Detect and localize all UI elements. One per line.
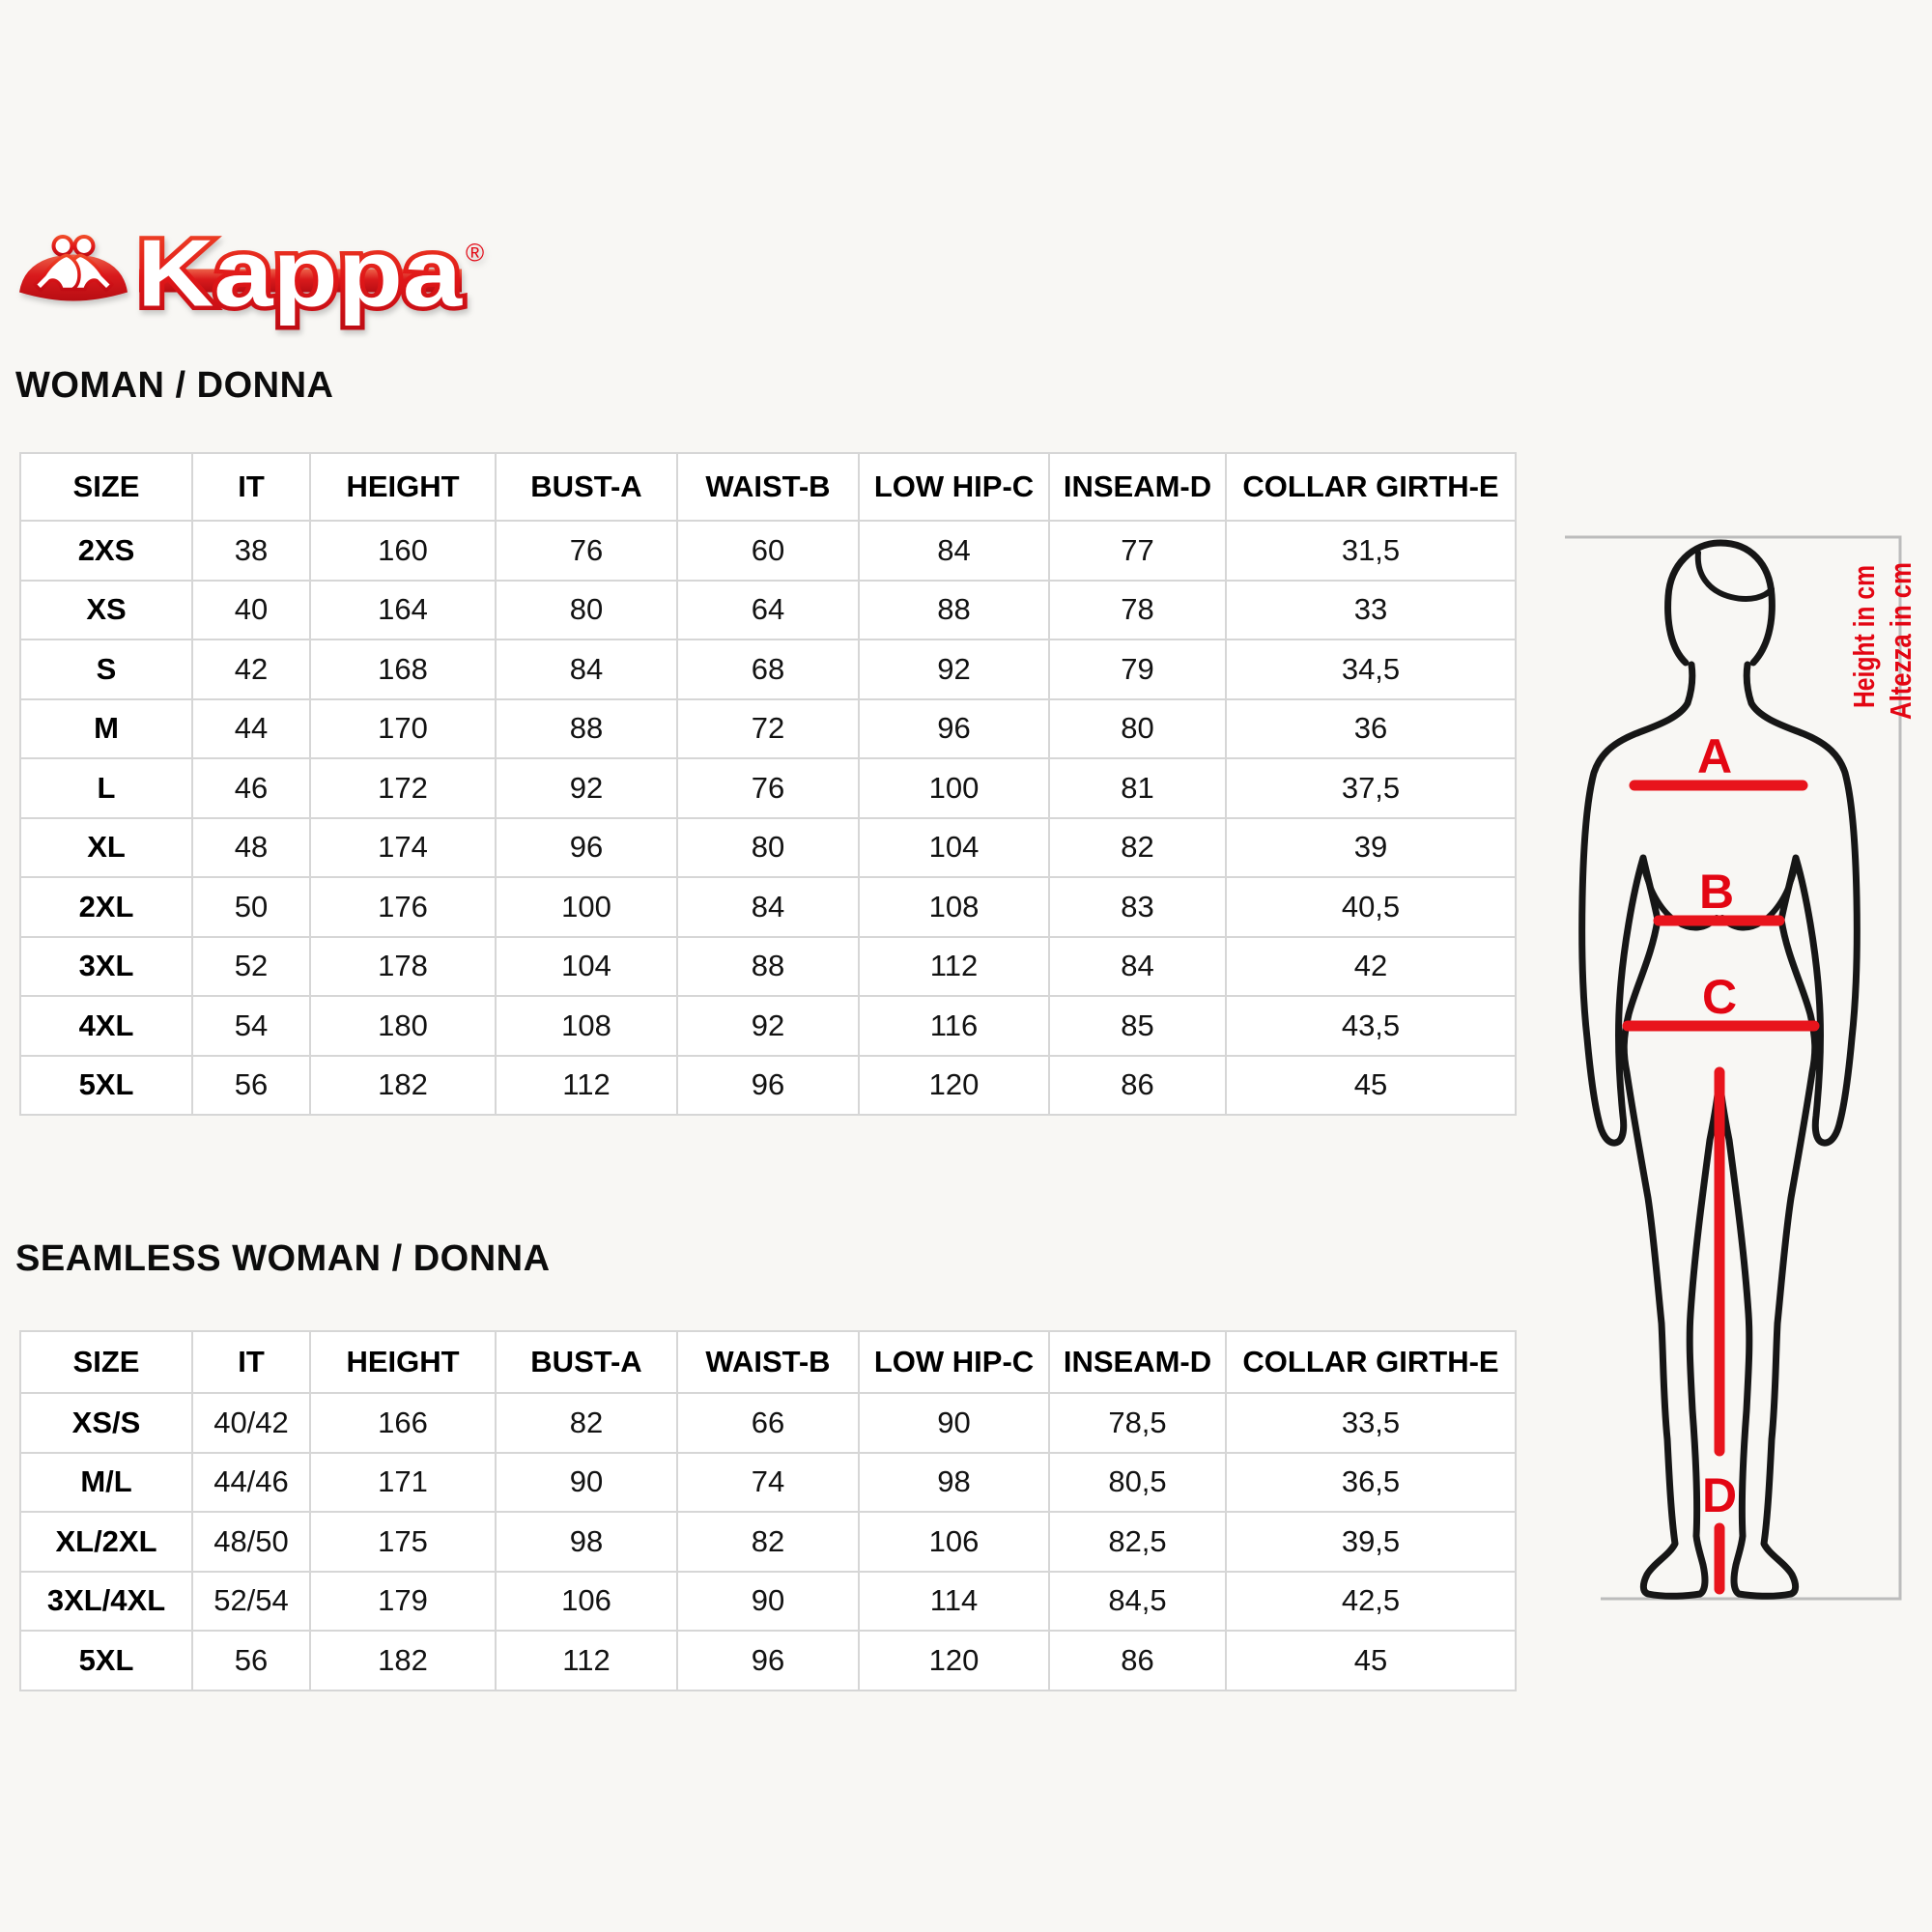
value-cell: 38 xyxy=(192,521,310,581)
value-cell: 56 xyxy=(192,1631,310,1690)
measurement-figure xyxy=(1526,522,1932,1633)
size-cell: 5XL xyxy=(20,1056,192,1116)
table-row xyxy=(20,818,1516,878)
value-cell: 171 xyxy=(310,1453,496,1513)
column-header-it: IT xyxy=(192,453,310,521)
value-cell: 166 xyxy=(310,1393,496,1453)
value-cell: 120 xyxy=(859,1631,1049,1690)
value-cell: 68 xyxy=(677,639,859,699)
table-row xyxy=(20,1631,1516,1690)
value-cell: 164 xyxy=(310,581,496,640)
label-d: D xyxy=(1701,1468,1738,1522)
column-header-bust-a: BUST-A xyxy=(496,1331,677,1393)
size-cell: 2XL xyxy=(20,877,192,937)
value-cell: 76 xyxy=(677,758,859,818)
value-cell: 88 xyxy=(496,699,677,759)
column-header-collar-girth-e: COLLAR GIRTH-E xyxy=(1226,1331,1516,1393)
kappa-omini-icon xyxy=(19,237,128,301)
value-cell: 78 xyxy=(1049,581,1226,640)
value-cell: 74 xyxy=(677,1453,859,1513)
value-cell: 88 xyxy=(859,581,1049,640)
value-cell: 100 xyxy=(859,758,1049,818)
value-cell: 52/54 xyxy=(192,1572,310,1632)
value-cell: 80,5 xyxy=(1049,1453,1226,1513)
column-header-inseam-d: INSEAM-D xyxy=(1049,453,1226,521)
size-cell: 2XS xyxy=(20,521,192,581)
column-header-size: SIZE xyxy=(20,1331,192,1393)
value-cell: 56 xyxy=(192,1056,310,1116)
size-cell: M xyxy=(20,699,192,759)
value-cell: 90 xyxy=(859,1393,1049,1453)
altezza-in-cm-label: Altezza in cm xyxy=(1884,529,1918,720)
seamless-woman-size-table xyxy=(19,1330,1517,1691)
value-cell: 96 xyxy=(496,818,677,878)
value-cell: 96 xyxy=(677,1631,859,1690)
measurement-figure-svg xyxy=(1526,522,1932,1633)
value-cell: 112 xyxy=(496,1056,677,1116)
value-cell: 50 xyxy=(192,877,310,937)
value-cell: 96 xyxy=(859,699,1049,759)
value-cell: 42 xyxy=(192,639,310,699)
label-b: B xyxy=(1698,865,1735,919)
value-cell: 40 xyxy=(192,581,310,640)
value-cell: 83 xyxy=(1049,877,1226,937)
table-row xyxy=(20,1572,1516,1632)
value-cell: 106 xyxy=(496,1572,677,1632)
value-cell: 84 xyxy=(1049,937,1226,997)
value-cell: 176 xyxy=(310,877,496,937)
value-cell: 92 xyxy=(677,996,859,1056)
column-header-it: IT xyxy=(192,1331,310,1393)
value-cell: 54 xyxy=(192,996,310,1056)
value-cell: 114 xyxy=(859,1572,1049,1632)
registered-trademark-symbol: ® xyxy=(466,238,485,268)
woman-size-table xyxy=(19,452,1517,1116)
value-cell: 88 xyxy=(677,937,859,997)
value-cell: 82 xyxy=(677,1512,859,1572)
value-cell: 77 xyxy=(1049,521,1226,581)
value-cell: 52 xyxy=(192,937,310,997)
column-header-height: HEIGHT xyxy=(310,1331,496,1393)
table-row xyxy=(20,639,1516,699)
value-cell: 82 xyxy=(496,1393,677,1453)
value-cell: 44 xyxy=(192,699,310,759)
value-cell: 42,5 xyxy=(1226,1572,1516,1632)
value-cell: 34,5 xyxy=(1226,639,1516,699)
value-cell: 39,5 xyxy=(1226,1512,1516,1572)
value-cell: 180 xyxy=(310,996,496,1056)
value-cell: 40,5 xyxy=(1226,877,1516,937)
value-cell: 108 xyxy=(859,877,1049,937)
value-cell: 43,5 xyxy=(1226,996,1516,1056)
value-cell: 33,5 xyxy=(1226,1393,1516,1453)
size-cell: M/L xyxy=(20,1453,192,1513)
value-cell: 80 xyxy=(496,581,677,640)
value-cell: 112 xyxy=(496,1631,677,1690)
value-cell: 66 xyxy=(677,1393,859,1453)
value-cell: 182 xyxy=(310,1631,496,1690)
section-title-seamless: SEAMLESS WOMAN / DONNA xyxy=(15,1238,551,1279)
value-cell: 80 xyxy=(677,818,859,878)
height-in-cm-label: Height in cm xyxy=(1847,527,1881,708)
column-header-collar-girth-e: COLLAR GIRTH-E xyxy=(1226,453,1516,521)
value-cell: 108 xyxy=(496,996,677,1056)
value-cell: 37,5 xyxy=(1226,758,1516,818)
value-cell: 85 xyxy=(1049,996,1226,1056)
header-row xyxy=(20,1331,1516,1393)
section-title-woman: WOMAN / DONNA xyxy=(15,365,334,406)
table-row xyxy=(20,699,1516,759)
table-row xyxy=(20,1512,1516,1572)
size-cell: 4XL xyxy=(20,996,192,1056)
value-cell: 120 xyxy=(859,1056,1049,1116)
value-cell: 84 xyxy=(496,639,677,699)
size-cell: XS xyxy=(20,581,192,640)
table-row xyxy=(20,996,1516,1056)
column-header-low-hip-c: LOW HIP-C xyxy=(859,1331,1049,1393)
size-cell: S xyxy=(20,639,192,699)
value-cell: 45 xyxy=(1226,1056,1516,1116)
value-cell: 182 xyxy=(310,1056,496,1116)
value-cell: 92 xyxy=(859,639,1049,699)
value-cell: 39 xyxy=(1226,818,1516,878)
value-cell: 84 xyxy=(677,877,859,937)
value-cell: 48/50 xyxy=(192,1512,310,1572)
value-cell: 45 xyxy=(1226,1631,1516,1690)
value-cell: 76 xyxy=(496,521,677,581)
value-cell: 84,5 xyxy=(1049,1572,1226,1632)
value-cell: 44/46 xyxy=(192,1453,310,1513)
table-row xyxy=(20,1393,1516,1453)
table-row xyxy=(20,1056,1516,1116)
value-cell: 36 xyxy=(1226,699,1516,759)
value-cell: 179 xyxy=(310,1572,496,1632)
value-cell: 98 xyxy=(496,1512,677,1572)
value-cell: 106 xyxy=(859,1512,1049,1572)
label-a: A xyxy=(1696,729,1733,783)
column-header-inseam-d: INSEAM-D xyxy=(1049,1331,1226,1393)
kappa-wordmark: Kappa xyxy=(137,225,464,327)
column-header-waist-b: WAIST-B xyxy=(677,1331,859,1393)
value-cell: 80 xyxy=(1049,699,1226,759)
value-cell: 116 xyxy=(859,996,1049,1056)
value-cell: 90 xyxy=(496,1453,677,1513)
value-cell: 98 xyxy=(859,1453,1049,1513)
value-cell: 79 xyxy=(1049,639,1226,699)
value-cell: 46 xyxy=(192,758,310,818)
table-row xyxy=(20,758,1516,818)
value-cell: 81 xyxy=(1049,758,1226,818)
value-cell: 172 xyxy=(310,758,496,818)
header-row xyxy=(20,453,1516,521)
table-row xyxy=(20,937,1516,997)
value-cell: 60 xyxy=(677,521,859,581)
value-cell: 112 xyxy=(859,937,1049,997)
value-cell: 96 xyxy=(677,1056,859,1116)
size-cell: XS/S xyxy=(20,1393,192,1453)
column-header-size: SIZE xyxy=(20,453,192,521)
column-header-height: HEIGHT xyxy=(310,453,496,521)
label-c: C xyxy=(1701,970,1738,1024)
value-cell: 175 xyxy=(310,1512,496,1572)
kappa-logo xyxy=(10,225,512,336)
size-cell: 3XL xyxy=(20,937,192,997)
column-header-low-hip-c: LOW HIP-C xyxy=(859,453,1049,521)
table-row xyxy=(20,877,1516,937)
value-cell: 33 xyxy=(1226,581,1516,640)
value-cell: 104 xyxy=(859,818,1049,878)
value-cell: 72 xyxy=(677,699,859,759)
table-row xyxy=(20,581,1516,640)
value-cell: 78,5 xyxy=(1049,1393,1226,1453)
value-cell: 84 xyxy=(859,521,1049,581)
value-cell: 86 xyxy=(1049,1631,1226,1690)
value-cell: 82,5 xyxy=(1049,1512,1226,1572)
value-cell: 36,5 xyxy=(1226,1453,1516,1513)
value-cell: 82 xyxy=(1049,818,1226,878)
value-cell: 86 xyxy=(1049,1056,1226,1116)
size-cell: XL/2XL xyxy=(20,1512,192,1572)
kappa-logo-svg xyxy=(10,225,512,336)
value-cell: 100 xyxy=(496,877,677,937)
table-row xyxy=(20,1453,1516,1513)
value-cell: 31,5 xyxy=(1226,521,1516,581)
value-cell: 104 xyxy=(496,937,677,997)
value-cell: 64 xyxy=(677,581,859,640)
column-header-waist-b: WAIST-B xyxy=(677,453,859,521)
value-cell: 90 xyxy=(677,1572,859,1632)
value-cell: 40/42 xyxy=(192,1393,310,1453)
value-cell: 160 xyxy=(310,521,496,581)
value-cell: 168 xyxy=(310,639,496,699)
size-cell: 3XL/4XL xyxy=(20,1572,192,1632)
column-header-bust-a: BUST-A xyxy=(496,453,677,521)
size-cell: L xyxy=(20,758,192,818)
value-cell: 48 xyxy=(192,818,310,878)
table-row xyxy=(20,521,1516,581)
value-cell: 178 xyxy=(310,937,496,997)
size-cell: XL xyxy=(20,818,192,878)
size-cell: 5XL xyxy=(20,1631,192,1690)
value-cell: 174 xyxy=(310,818,496,878)
value-cell: 42 xyxy=(1226,937,1516,997)
value-cell: 170 xyxy=(310,699,496,759)
value-cell: 92 xyxy=(496,758,677,818)
